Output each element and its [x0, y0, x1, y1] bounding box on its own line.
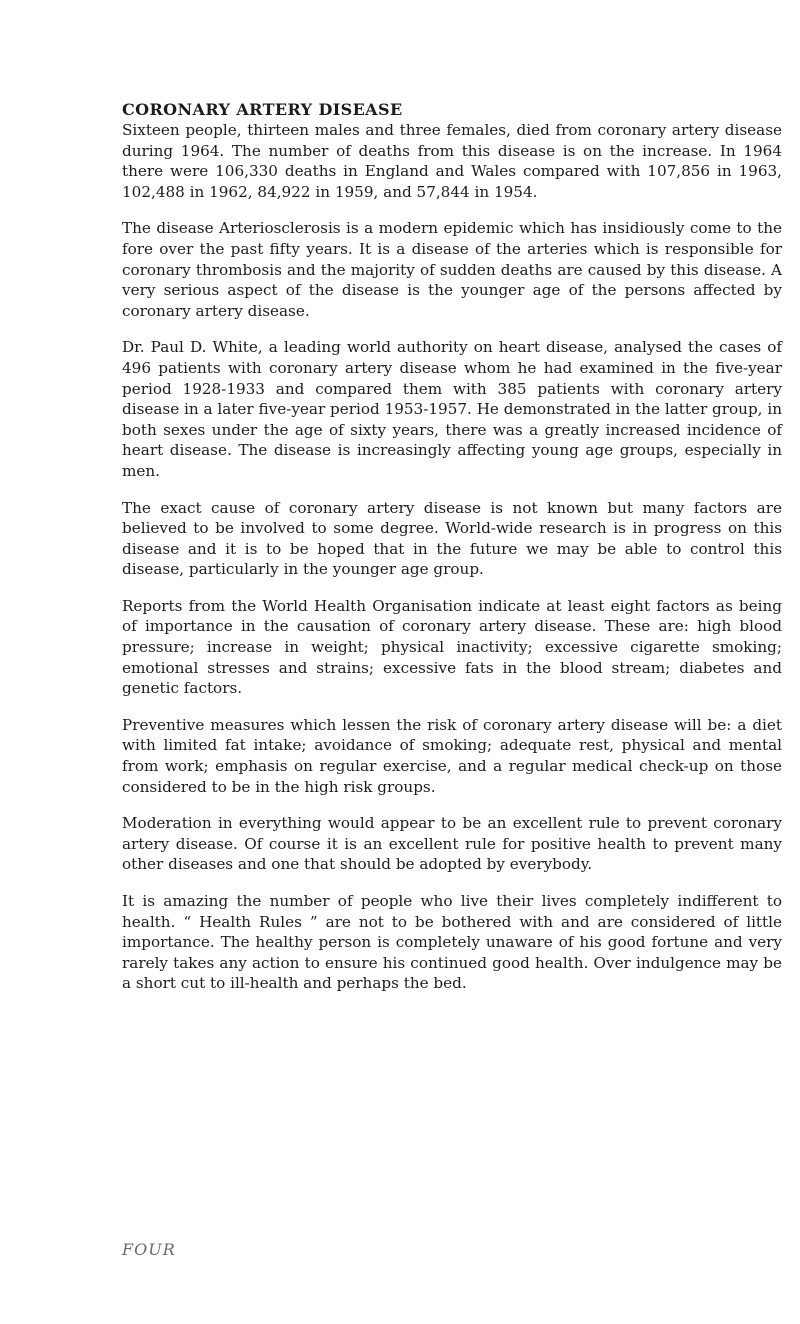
paragraph-preventive-measures: Preventive measures which lessen the risk of coronary artery disease will be: a diet with limited fat intake; avoidance of smoking; adequate rest, physical and mental from work; emphasis on regular exercise, and a regular medical check-up on those considered to be in the high risk groups.	[122, 715, 782, 796]
paragraph-who-factors: Reports from the World Health Organisation indicate at least eight factors as being of importance in the causation of coronary artery disease. These are: high blood pressure; increase in weight; physical inactivity; excessive cigarette smoking; emotional stresses and strains; excessive fats in the blood stream; diabetes and genetic factors.	[122, 596, 782, 698]
document-page	[122, 100, 782, 1010]
paragraph-arteriosclerosis: The disease Arteriosclerosis is a modern epidemic which has insidiously come to the fore over the past fifty years. It is a disease of the arteries which is responsible for coronary thrombosis and the majority of sudden deaths are caused by this disease. A very serious aspect of the disease is the younger age of the persons affected by coronary artery disease.	[122, 219, 782, 320]
paragraph-deaths-statistics: Sixteen people, thirteen males and three females, died from coronary artery disease during 1964. The number of deaths from this disease is on the increase. In 1964 there were 106,330 deaths in England and Wales compared with 107,856 in 1963, 102,488 in 1962, 84,922 in 1959, and 57,844 in 1954.	[122, 121, 782, 201]
page-number-label: FOUR	[122, 1240, 176, 1259]
paragraph-dr-white-study: Dr. Paul D. White, a leading world authority on heart disease, analysed the cases of 496 patients with coronary artery disease whom he had examined in the five-year period 1928-1933 and compared them with 385 patients with coronary artery disease in a later five-year period 1953-1957. He demonstrated in the latter group, in both sexes under the age of sixty years, there was a greatly increased incidence of heart disease. The disease is increasingly affecting young age groups, especially in men.	[122, 338, 782, 480]
paragraph-moderation: Moderation in everything would appear to be an excellent rule to prevent coronary artery disease. Of course it is an excellent rule for positive health to prevent many other diseases and one that should be adopted by everybody.	[122, 814, 782, 874]
paragraph-exact-cause: The exact cause of coronary artery disease is not known but many factors are believed to be involved to some degree. World-wide research is in progress on this disease and it is to be hoped that in the future we may be able to control this disease, particularly in the younger age group.	[122, 498, 782, 579]
section-heading: CORONARY ARTERY DISEASE	[122, 100, 403, 119]
paragraph-indifference: It is amazing the number of people who live their lives completely indifferent to health. “ Health Rules ” are not to be bothered with and are considered of little importance. The healthy person is completely unaware of his good fortune and very rarely takes any action to ensure his continued good health. Over indulgence may be a short cut to ill-health and perhaps the bed.	[122, 892, 782, 993]
